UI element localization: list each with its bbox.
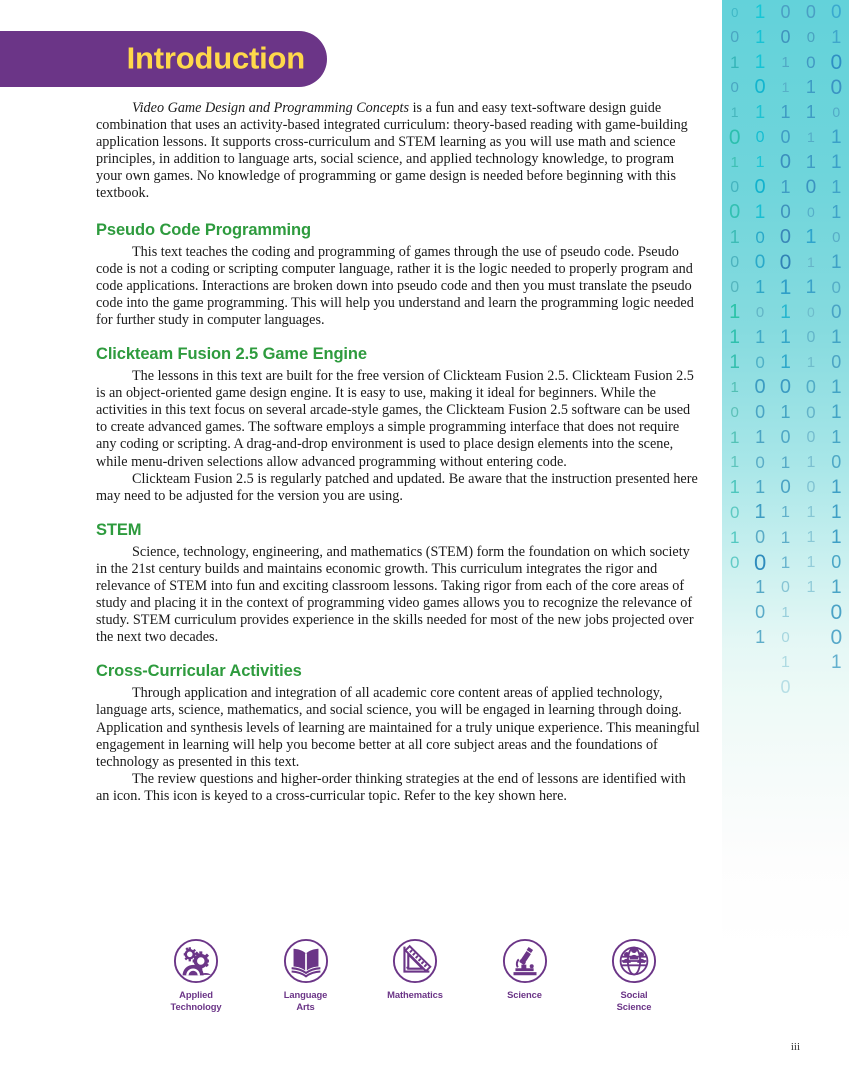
binary-digit: 1: [729, 477, 740, 497]
binary-digit: 1: [781, 604, 790, 621]
section-paragraph: The review questions and higher-order thinking strategies at the end of lessons are identified with an icon. This icon is keyed to a cross-curricular topic. Refer to the key shown here.: [96, 770, 686, 804]
binary-digit: 1: [729, 327, 740, 348]
binary-digit: 1: [754, 202, 766, 223]
binary-digit: 0: [831, 552, 842, 572]
binary-digit: 0: [830, 51, 843, 74]
binary-digit: 1: [831, 477, 842, 498]
binary-digit: [722, 650, 747, 675]
binary-digit: [798, 675, 823, 700]
binary-digit: 1: [805, 77, 816, 97]
binary-digit: 0: [755, 353, 765, 372]
binary-digit: 0: [806, 204, 815, 220]
binary-digit: 0: [780, 127, 791, 147]
binary-digit: 0: [755, 304, 765, 321]
binary-digit: 0: [830, 76, 843, 99]
binary-digit: 1: [780, 352, 791, 373]
binary-digit: 0: [779, 376, 792, 398]
binary-digit: 0: [754, 376, 766, 398]
binary-digit: 1: [806, 579, 816, 596]
binary-digit: 1: [831, 177, 842, 197]
binary-digit: 0: [754, 76, 766, 98]
binary-digit: 1: [831, 327, 842, 348]
binary-digit: 0: [755, 602, 766, 622]
binary-digit: 0: [831, 452, 842, 472]
icon-key-label: Social Science: [616, 989, 652, 1012]
microscope-icon: [502, 938, 548, 984]
binary-digit: [798, 650, 823, 675]
page-number: iii: [790, 1041, 800, 1053]
binary-digit: 0: [730, 404, 739, 421]
section-heading: Clickteam Fusion 2.5 Game Engine: [96, 345, 367, 364]
binary-digit: 1: [780, 553, 791, 572]
binary-digit: 1: [806, 554, 816, 571]
binary-digit: 1: [754, 52, 766, 73]
binary-digit: 1: [730, 154, 739, 171]
binary-digit: 0: [806, 53, 816, 72]
binary-digit: 0: [755, 527, 766, 547]
binary-digit: 1: [831, 652, 842, 673]
binary-digit: 0: [831, 2, 842, 23]
binary-digit: 0: [729, 503, 740, 522]
binary-digit: 0: [830, 626, 843, 649]
binary-digit: 0: [805, 177, 817, 198]
binary-digit: 1: [729, 53, 740, 72]
binary-digit: 0: [806, 329, 816, 346]
binary-digit: 1: [831, 252, 842, 273]
binary-digit: 0: [730, 279, 740, 296]
binary-digit: 0: [832, 104, 841, 120]
binary-digit: 1: [805, 102, 816, 122]
binary-digit-grid: [722, 0, 849, 700]
binary-digit: [747, 650, 772, 675]
binary-digit: 0: [728, 126, 741, 149]
binary-digit: 1: [779, 276, 792, 299]
binary-digit: 0: [806, 403, 816, 422]
binary-digit: 1: [755, 627, 766, 647]
binary-digit: 1: [755, 27, 766, 47]
binary-digit: 1: [831, 127, 842, 148]
section-paragraph: Clickteam Fusion 2.5 is regularly patched and updated. Be aware that the instruction presented here may need to be adjusted for the version you are using.: [96, 470, 698, 504]
binary-digit: 1: [805, 277, 817, 298]
gears-icon: [173, 938, 219, 984]
binary-digit: 0: [780, 202, 791, 223]
icon-key-label: Language Arts: [283, 989, 328, 1012]
binary-digit: 1: [831, 402, 842, 423]
binary-digit: 1: [754, 501, 766, 523]
binary-digit: [798, 600, 823, 625]
binary-digit: 1: [806, 529, 816, 546]
binary-digit: 0: [805, 377, 816, 397]
binary-digit: 1: [755, 102, 766, 122]
binary-digit: 1: [806, 504, 816, 521]
binary-digit: 0: [780, 427, 791, 447]
binary-digit: [824, 675, 849, 700]
icon-key-item: [369, 938, 461, 1001]
binary-digit: 1: [781, 504, 790, 521]
binary-digit: 1: [806, 254, 815, 270]
binary-digit: 1: [780, 453, 791, 472]
binary-digit: 1: [730, 454, 740, 471]
binary-digit: 1: [781, 654, 790, 671]
icon-key-item: [260, 938, 352, 1012]
section-heading: Pseudo Code Programming: [96, 220, 311, 239]
binary-digit: 0: [730, 29, 740, 46]
binary-digit: [747, 675, 772, 700]
binary-digit: [722, 675, 747, 700]
icon-key-label: Mathematics: [387, 989, 443, 1000]
binary-digit: 1: [805, 152, 816, 172]
binary-digit: [722, 625, 747, 650]
icon-key-item: [479, 938, 571, 1001]
binary-digit: 0: [730, 179, 740, 196]
binary-digit: 0: [729, 201, 741, 223]
binary-digit: 1: [831, 577, 842, 598]
binary-digit: 0: [731, 5, 739, 20]
binary-digit: [722, 575, 747, 600]
binary-digit: [798, 625, 823, 650]
binary-digit: 0: [729, 553, 740, 572]
page-title: Introduction: [126, 40, 305, 76]
ruler-triangle-icon: [392, 938, 438, 984]
section-heading: Cross-Curricular Activities: [96, 662, 302, 681]
binary-digit: 0: [806, 29, 816, 46]
icon-key-label: Science: [507, 989, 542, 1000]
binary-digit: 0: [755, 129, 765, 146]
binary-digit: 1: [781, 54, 790, 71]
binary-digit: 1: [780, 528, 791, 547]
binary-digit: 1: [730, 104, 739, 120]
section-list: [96, 221, 700, 805]
binary-digit: 0: [831, 352, 842, 372]
binary-digit: 1: [780, 402, 791, 422]
binary-digit: 0: [730, 79, 739, 96]
binary-digit: 1: [805, 226, 817, 248]
binary-digit: 0: [780, 477, 791, 498]
binary-digit: 1: [780, 327, 791, 348]
binary-digit: 1: [831, 527, 842, 548]
binary-digit: 0: [806, 479, 816, 496]
binary-digit: 1: [755, 327, 766, 347]
binary-digit: 1: [780, 177, 791, 197]
cross-curricular-icon-key: [150, 938, 680, 1012]
section-heading: STEM: [96, 520, 142, 539]
section-paragraph: The lessons in this text are built for the free version of Clickteam Fusion 2.5. Clickteam Fusion 2.5 is an object-oriented game design engine. It is easy to use, making it ideal for beginners. While the activities in this text focus on several arcade-style games, the Clickteam Fusion 2.5 software can be used to create advanced games. The software employs a simple programming interface that does not require any coding or scripting. A drag-and-drop environment is used to place design elements into the scene, while menu-driven selections allow advanced programming without entering code.: [96, 368, 694, 470]
binary-digit: 0: [754, 252, 766, 273]
binary-digit: 1: [831, 427, 842, 447]
binary-digit: 0: [730, 254, 740, 271]
binary-digit: 0: [779, 226, 792, 248]
section-paragraph: Science, technology, engineering, and mathematics (STEM) form the foundation on which society in the 21st century builds and maintains economic growth. This curriculum integrates the rigor and relevance of STEM into fun and exciting classroom lessons. Taking rigor from each of the core areas of study and placing it in the context of programming video games allows you to recognize the relevance of study. STEM curriculum provides experience in the skills needed for most of the new jobs projected over the next two decades.: [96, 543, 694, 646]
binary-digit: 0: [806, 429, 816, 446]
binary-digit: 0: [781, 629, 790, 646]
binary-digit: 0: [805, 2, 816, 22]
binary-digit: 1: [831, 202, 842, 222]
binary-digit: 1: [781, 79, 790, 95]
binary-digit: 0: [806, 304, 815, 320]
binary-decoration-sidebar: [722, 0, 849, 1087]
binary-digit: 0: [830, 601, 843, 624]
binary-digit: 1: [729, 428, 740, 447]
binary-digit: 1: [806, 129, 815, 145]
icon-key-item: [588, 938, 680, 1012]
binary-digit: 1: [754, 2, 766, 23]
binary-digit: 1: [831, 377, 842, 398]
binary-digit: 1: [806, 354, 816, 371]
main-content: [96, 100, 700, 805]
binary-digit: 1: [729, 227, 740, 247]
binary-digit: 0: [781, 579, 790, 596]
binary-digit: 1: [780, 302, 791, 323]
binary-digit: 1: [729, 528, 740, 547]
binary-digit: 1: [755, 154, 765, 171]
binary-digit: 1: [730, 379, 739, 396]
binary-digit: 1: [780, 102, 791, 122]
binary-digit: 0: [755, 402, 766, 422]
binary-digit: 0: [755, 228, 765, 247]
binary-digit: 1: [831, 27, 842, 47]
binary-digit: 1: [729, 352, 740, 373]
binary-digit: 1: [831, 502, 842, 523]
icon-key-label: Applied Technology: [170, 989, 222, 1012]
globe-people-icon: [611, 938, 657, 984]
binary-digit: 0: [779, 251, 792, 274]
binary-digit: 0: [780, 2, 791, 22]
section-paragraph: Through application and integration of all academic core content areas of applied technology, language arts, science, mathematics, and social science, you will be engaged in learning through doing. Application and synthesis levels of learning are maintained for a truly unique experience. This meaningful engagement in learning will help you become better at all core subject areas and the foundations of technology as presented in this text.: [96, 685, 700, 770]
section-paragraph: This text teaches the coding and programming of games through the use of pseudo code. Pseudo code is not a coding or scripting computer language, rather it is the logic needed to properly program and code applications. Interactions are broken down into pseudo code and then you must translate the pseudo code into the game programming. This will help you understand and learn the programming logic needed for further study in computer languages.: [96, 243, 694, 328]
binary-digit: 0: [755, 453, 765, 472]
binary-digit: 0: [831, 278, 842, 297]
binary-digit: 0: [779, 151, 792, 173]
binary-digit: 0: [832, 229, 841, 246]
binary-digit: 1: [806, 454, 816, 471]
binary-digit: 0: [753, 550, 767, 575]
binary-digit: 0: [780, 677, 791, 697]
binary-digit: 0: [780, 27, 791, 47]
intro-paragraph: Video Game Design and Programming Concepts is a fun and easy text-software design guide combination that uses an activity-based integrated curriculum: theory-based reading with game-building application lessons. It supports cross-curriculum and STEM learning as you will use math and science principles, in addition to language arts, social science, and applied technology knowledge, to program your own games. No knowledge of programming or game design is needed before beginning with this textbook.: [96, 100, 688, 202]
binary-digit: 1: [755, 277, 766, 297]
open-book-icon: [283, 938, 329, 984]
binary-digit: 1: [755, 427, 766, 447]
icon-key-item: [150, 938, 242, 1012]
binary-digit: 1: [729, 301, 741, 323]
binary-digit: [722, 600, 747, 625]
binary-digit: 1: [755, 577, 766, 597]
binary-digit: 1: [755, 477, 766, 497]
page-header-banner: [0, 31, 327, 87]
binary-digit: 0: [831, 302, 842, 323]
binary-digit: 1: [831, 152, 842, 173]
binary-digit: 0: [754, 176, 766, 198]
